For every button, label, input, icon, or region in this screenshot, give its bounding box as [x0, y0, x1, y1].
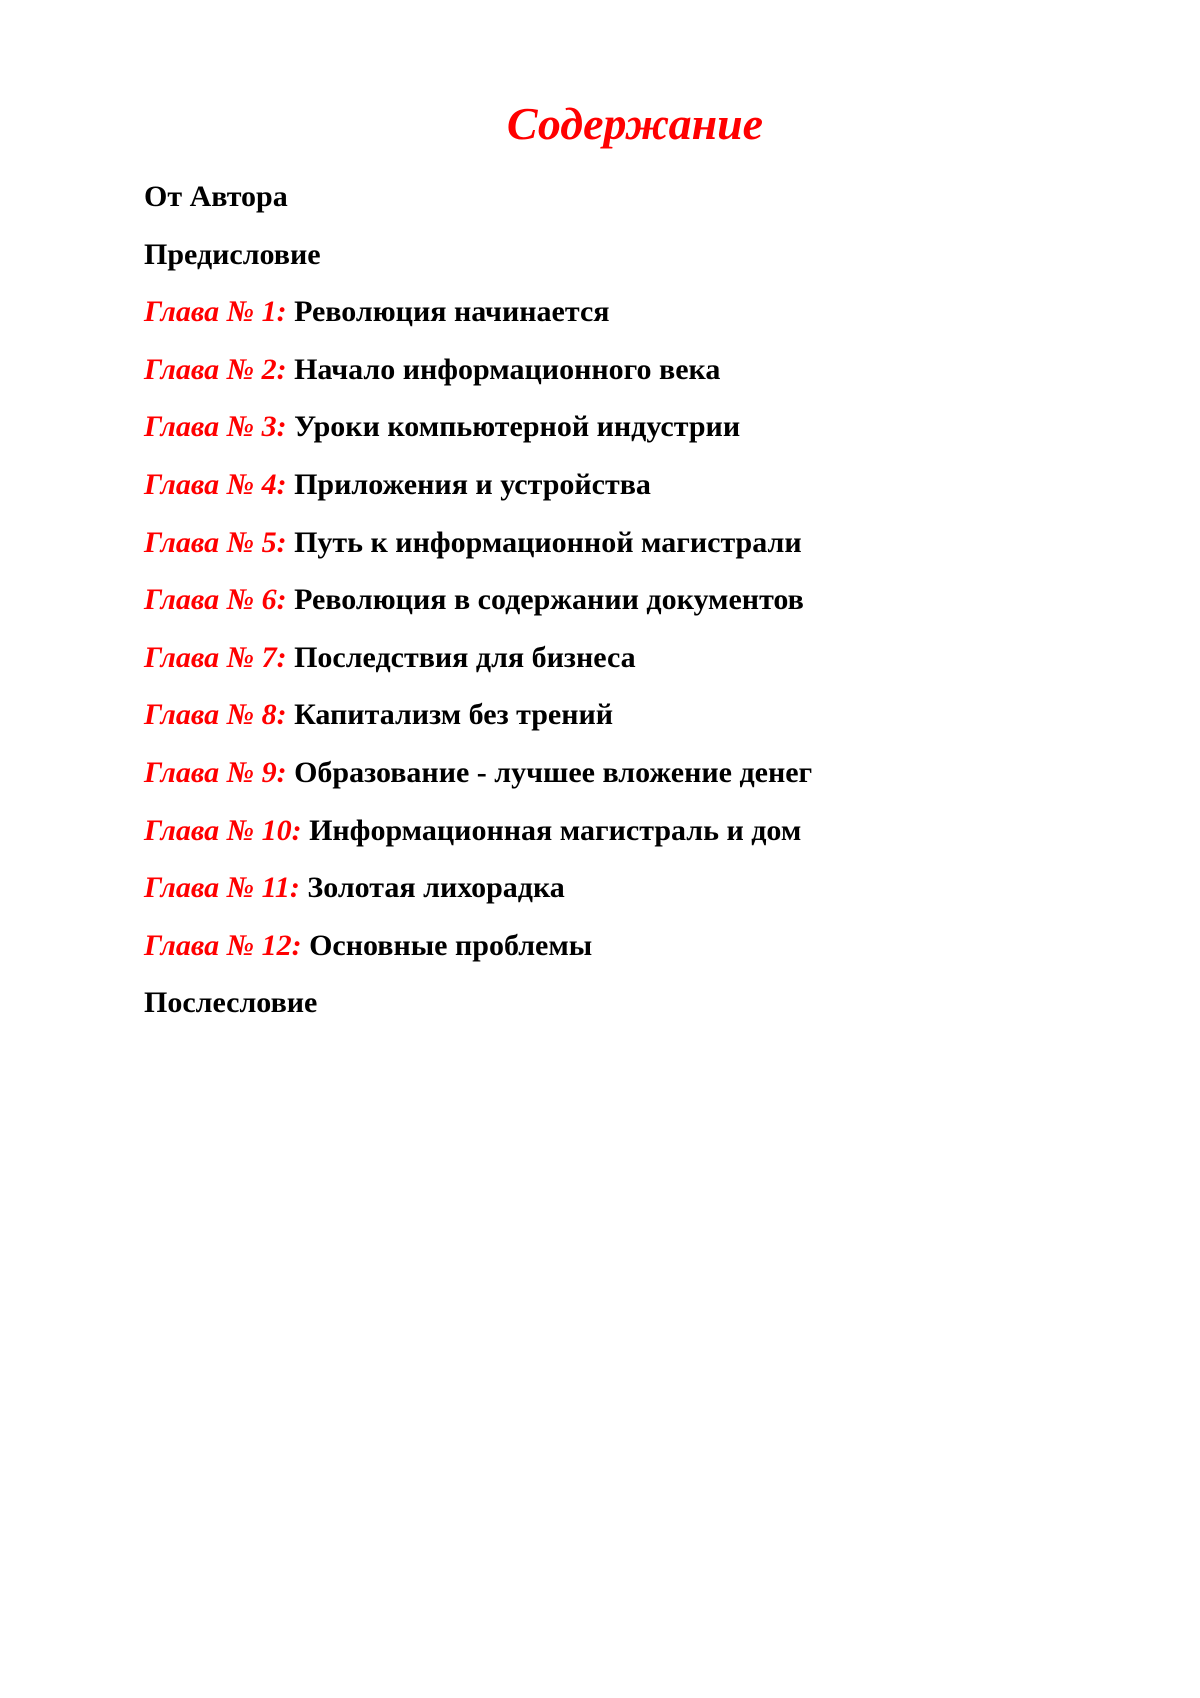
toc-entry-chapter-6[interactable]	[144, 571, 1144, 629]
chapter-title: Капитализм без трений	[294, 698, 614, 732]
toc-entry-afterword[interactable]	[144, 974, 1144, 1032]
toc-entry-chapter-2[interactable]	[144, 341, 1144, 399]
chapter-title: Последствия для бизнеса	[294, 640, 636, 674]
toc-entry-title: Послесловие	[144, 986, 318, 1020]
chapter-label: Глава № 3:	[144, 410, 287, 444]
chapter-label: Глава № 12:	[144, 928, 302, 962]
toc-entry-chapter-12[interactable]	[144, 917, 1144, 975]
chapter-title: Начало информационного века	[294, 352, 721, 386]
toc-entry-chapter-4[interactable]	[144, 456, 1144, 514]
chapter-label: Глава № 10:	[144, 813, 302, 847]
page-title: Содержание	[506, 98, 764, 149]
chapter-title: Основные проблемы	[309, 928, 593, 962]
chapter-title: Золотая лихорадка	[307, 871, 565, 905]
toc-entry-chapter-3[interactable]	[144, 398, 1144, 456]
toc-entry-chapter-8[interactable]	[144, 686, 1144, 744]
toc-entry-foreword-author[interactable]	[144, 168, 1144, 226]
toc-entry-chapter-7[interactable]	[144, 629, 1144, 687]
toc-entry-chapter-5[interactable]	[144, 514, 1144, 572]
chapter-title: Революция начинается	[294, 295, 610, 329]
chapter-title: Приложения и устройства	[294, 467, 651, 501]
chapter-title: Революция в содержании документов	[294, 583, 804, 617]
toc-entry-title: От Автора	[144, 180, 288, 213]
toc-entry-preface[interactable]	[144, 226, 1144, 284]
chapter-label: Глава № 7:	[144, 640, 287, 674]
toc-entry-chapter-9[interactable]	[144, 744, 1144, 802]
chapter-title: Информационная магистраль и дом	[309, 813, 802, 847]
chapter-label: Глава № 9:	[144, 755, 287, 789]
chapter-title: Образование - лучшее вложение денег	[294, 755, 813, 789]
toc-entry-chapter-11[interactable]	[144, 859, 1144, 917]
chapter-label: Глава № 5:	[144, 525, 287, 559]
chapter-label: Глава № 1:	[144, 295, 287, 329]
chapter-label: Глава № 8:	[144, 698, 287, 732]
toc-entry-title: Предисловие	[144, 237, 321, 271]
chapter-title: Уроки компьютерной индустрии	[294, 410, 741, 444]
chapter-title: Путь к информационной магистрали	[294, 525, 802, 559]
chapter-label: Глава № 4:	[144, 467, 287, 501]
toc-entry-chapter-10[interactable]	[144, 802, 1144, 860]
chapter-label: Глава № 6:	[144, 583, 287, 617]
chapter-label: Глава № 2:	[144, 352, 287, 386]
table-of-contents	[144, 168, 1144, 1032]
chapter-label: Глава № 11:	[144, 871, 300, 905]
toc-entry-chapter-1[interactable]	[144, 283, 1144, 341]
